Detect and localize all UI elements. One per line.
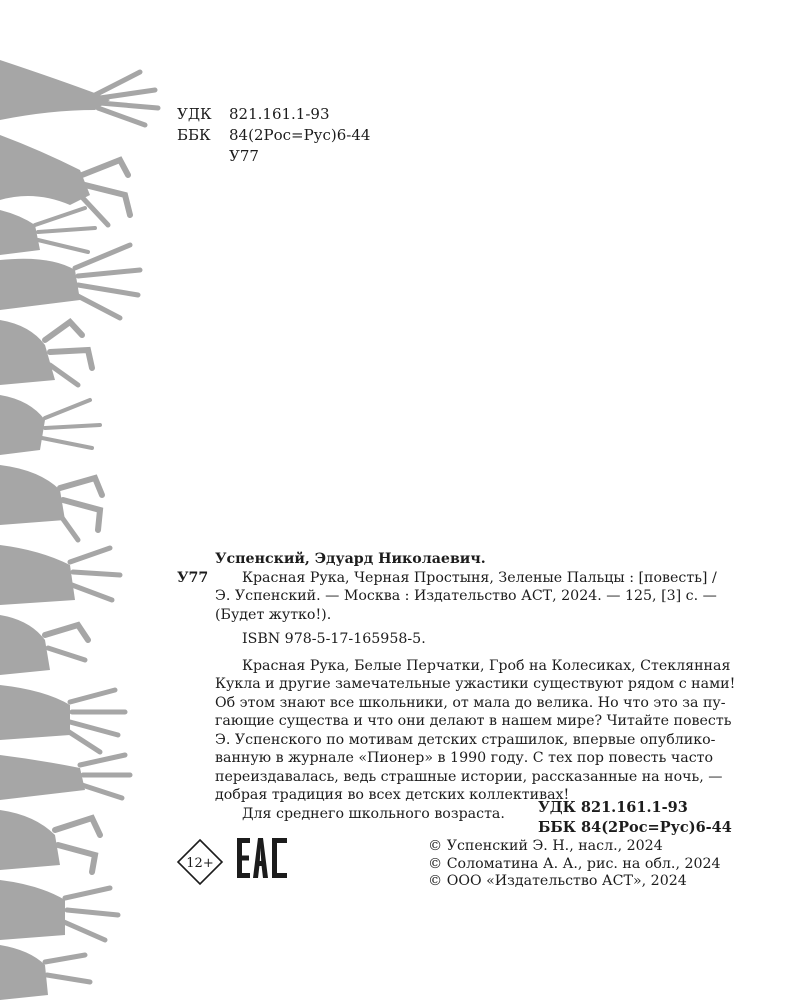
udk-value: 821.161.1-93 [229, 105, 330, 123]
age-note: Для среднего школьного возраста. [242, 805, 505, 822]
title-line-3: (Будет жутко!). [215, 606, 332, 623]
copyright-block [428, 838, 721, 891]
hand-shape [0, 810, 100, 872]
abstract-line: добрая традиция во всех детских коллективах! [215, 787, 570, 803]
bbk-value: 84(2Рос=Рус)6-44 [229, 126, 371, 144]
hand-shape [0, 945, 90, 1000]
abstract-line: Кукла и другие замечательные ужастики существуют рядом с нами! [215, 676, 736, 692]
author-mark: У77 [229, 147, 259, 165]
hand-shape [0, 685, 125, 752]
hand-shape [0, 615, 88, 675]
abstract-line: Об этом знают все школьники, от мала до велика. Но что это за пу- [215, 694, 726, 711]
abstract-line: Э. Успенского по мотивам детских страшилок, впервые опублико- [215, 731, 716, 748]
hand-shape [0, 320, 92, 385]
title-line-1: Красная Рука, Черная Простыня, Зеленые Пальцы : [повесть] / [242, 569, 717, 586]
hand-shape [0, 755, 130, 800]
hand-shape [0, 60, 158, 125]
copyright-line: © ООО «Издательство АСТ», 2024 [428, 873, 687, 889]
hand-shape [0, 208, 95, 255]
bottom-classification [538, 798, 732, 838]
udk-bottom: УДК 821.161.1-93 [538, 799, 688, 816]
copyright-line: © Соломатина А. А., рис. на обл., 2024 [428, 855, 721, 872]
hand-shape [0, 395, 100, 455]
author-name: Успенский, Эдуард Николаевич. [215, 551, 486, 567]
udk-row [177, 104, 370, 125]
isbn: ISBN 978-5-17-165958-5. [242, 631, 426, 647]
hand-shape [0, 465, 102, 540]
abstract-line: Красная Рука, Белые Перчатки, Гроб на Колесиках, Стеклянная [242, 657, 731, 674]
hands-decoration [0, 0, 175, 1000]
bbk-row [177, 125, 370, 146]
abstract-line: гающие существа и что они делают в нашем мире? Читайте повесть [215, 713, 732, 729]
title-entry [177, 569, 717, 588]
title-line-2: Э. Успенский. — Москва : Издательство АСТ, 2024. — 125, [3] с. — [215, 588, 717, 604]
eac-logo [236, 836, 288, 880]
hand-shape [0, 880, 118, 940]
bbk-bottom: ББК 84(2Рос=Рус)6-44 [538, 819, 732, 836]
hand-shape [0, 135, 130, 225]
bbk-label: ББК [177, 126, 211, 144]
top-classification [177, 104, 370, 167]
age-rating-text: 12+ [186, 856, 214, 871]
hand-shape [0, 545, 120, 605]
abstract-line: ванную в журнале «Пионер» в 1990 году. С тех пор повесть часто [215, 750, 714, 766]
author-code: У77 [177, 569, 209, 586]
age-rating-badge [176, 838, 224, 886]
hand-shape [0, 245, 140, 318]
bibliographic-record [177, 550, 736, 823]
abstract-line: переиздавалась, ведь страшные истории, рассказанные на ночь, — [215, 768, 723, 785]
udk-label: УДК [177, 105, 212, 123]
copyright-line: © Успенский Э. Н., насл., 2024 [428, 838, 663, 854]
